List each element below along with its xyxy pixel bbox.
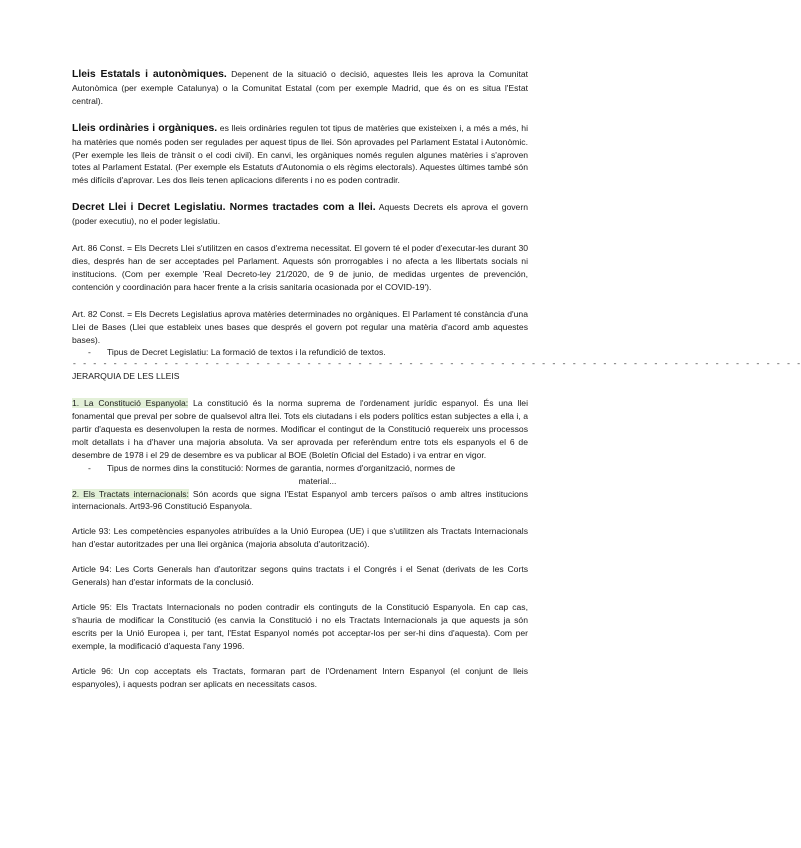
paragraph-ordinaries xyxy=(72,122,528,188)
dashed-divider: - - - - - - - - - - - - - - - - - - - - - - - - - - - - - - - - - - - - - - - - - - - - - - - - - - - - - - - - - - - - - - - - - - - - - - - - xyxy=(72,360,801,370)
text-ordinaries: es lleis ordinàries regulen tot tipus de matèries que existeixen i, a més a més, hi ha matèries que només poden ser regulades per aquest tipus de llei. Són aprovades pel Parlament Estatal i Autonòmic. (Per exemple les lleis de trànsit o el codi civil). En canvi, les orgàniques només regulen algunes matèries i s'aproven totes al Parlament Estatal. (Per exemple els Estatuts d'Autonomia o els règims electorals). Aquestes últimes també són més difícils d'aprovar. Les dos lleis tenen aplicacions diferents i no es poden contradir. xyxy=(72,122,528,186)
heading-decret: Decret Llei i Decret Legislatiu. Normes tractades com a llei. xyxy=(72,202,376,214)
paragraph-art94: Article 94: Les Corts Generals han d'autoritzar segons quins tractats i el Congrés i el Senat (derivats de les Corts Generals) han d'estar informats de la conclusió. xyxy=(72,564,528,588)
text-estatals: Depenent de la situació o decisió, aquestes lleis les aprova la Comunitat Autonòmica (per exemple Catalunya) o la Comunitat Estatal (com per exemple Madrid, que és on es situa l'Estat central). xyxy=(72,69,528,106)
paragraph-tractats xyxy=(72,488,528,514)
text-decret: Aquests Decrets els aprova el govern (poder executiu), no el poder legislatiu. xyxy=(72,202,528,227)
paragraph-art96: Article 96: Un cop acceptats els Tractats, formaran part de l'Ordenament Intern Espanyol (el conjunt de lleis espanyoles), i aquests podran ser aplicats en necessitats casos. xyxy=(72,665,528,689)
heading-ordinaries: Lleis ordinàries i orgàniques. xyxy=(72,122,218,134)
text-tractats: Són acords que signa l'Estat Espanyol amb tercers països o amb altres institucions internacionals. Art93-96 Constitució Espanyola. xyxy=(72,488,528,512)
heading-jerarquia: JERARQUIA DE LES LLEIS xyxy=(72,371,180,382)
bullet-text: Tipus de Decret Legislatiu: La formació de textos i la refundició de textos. xyxy=(107,347,386,358)
bullet-text: Tipus de normes dins la constitució: Normes de garantia, normes d'organització, normes de xyxy=(107,462,456,473)
paragraph-art82: Art. 82 Const. = Els Decrets Legislatius aprova matèries determinades no orgàniques. El Parlament té constància d'una Llei de Bases (Llei que estableix unes bases que després el govern pot regular una matèria d'acord amb aquestes bases). xyxy=(72,308,528,345)
bullet-text-continuation: material... xyxy=(298,475,337,486)
list-item xyxy=(72,346,528,359)
list-constitucio xyxy=(72,462,528,488)
paragraph-art93: Article 93: Les competències espanyoles atribuïdes a la Unió Europea (UE) i que s'utilitzen als Tractats Internacionals han d'estar autoritzades per una llei orgànica (majoria absoluta d'autorització). xyxy=(72,526,528,550)
list-art82 xyxy=(72,346,528,359)
paragraph-art86: Art. 86 Const. = Els Decrets Llei s'utilitzen en casos d'extrema necessitat. El govern té el poder d'executar-les durant 30 dies, després han de ser acceptades pel Parlament. Aquests són prorrogables i no afecta a les llibertats socials ni institucions. (Com per exemple 'Real Decreto-ley 21/2020, de 9 de junio, de medidas urgentes de prevención, contención y coordinación para hacer frente a la crisis sanitaria ocasionada por el COVID-19'). xyxy=(72,243,528,292)
list-item xyxy=(72,462,528,488)
paragraph-decret xyxy=(72,201,528,228)
bullet-dash: - xyxy=(88,347,91,358)
paragraph-constitucio xyxy=(72,397,528,462)
document-page xyxy=(72,68,801,690)
paragraph-estatals xyxy=(72,68,528,108)
bullet-dash: - xyxy=(88,462,91,473)
label-tractats: 2. Els Tractats internacionals: xyxy=(72,488,189,499)
paragraph-art95: Article 95: Els Tractats Internacionals no poden contradir els continguts de la Constitució Espanyola. En cap cas, s'hauria de modificar la Constitució (es canvia la Constitució i no els Tractats Internacionals ja que aquests ja són escrits per la Unió Europea i, per tant, l'Estat Espanyol només pot acceptar-los per ser-hi dins d'aquesta). Com per exemple, la modificació d'aquesta l'any 1996. xyxy=(72,602,528,651)
heading-estatals: Lleis Estatals i autonòmiques. xyxy=(72,69,227,80)
text-constitucio: La constitució és la norma suprema de l'ordenament jurídic espanyol. És una llei fonamental que preval per sobre de qualsevol altra llei. Tots els ciutadans i els poders polítics estan subjectes a ella i, a partir d'aquesta es desenvolupen la resta de normes. Modificar el contingut de la Constitució requereix uns processos molt detallats i ha d'haver una majoria absoluta. Va ser aprovada per referèndum entre tots els espanyols el 6 de desembre de 1978 i el 29 de desembre es va publicar al BOE (Boletín Oficial del Estado) i va entrar en vigor. xyxy=(72,398,528,460)
label-constitucio: 1. La Constitució Espanyola: xyxy=(72,398,189,409)
